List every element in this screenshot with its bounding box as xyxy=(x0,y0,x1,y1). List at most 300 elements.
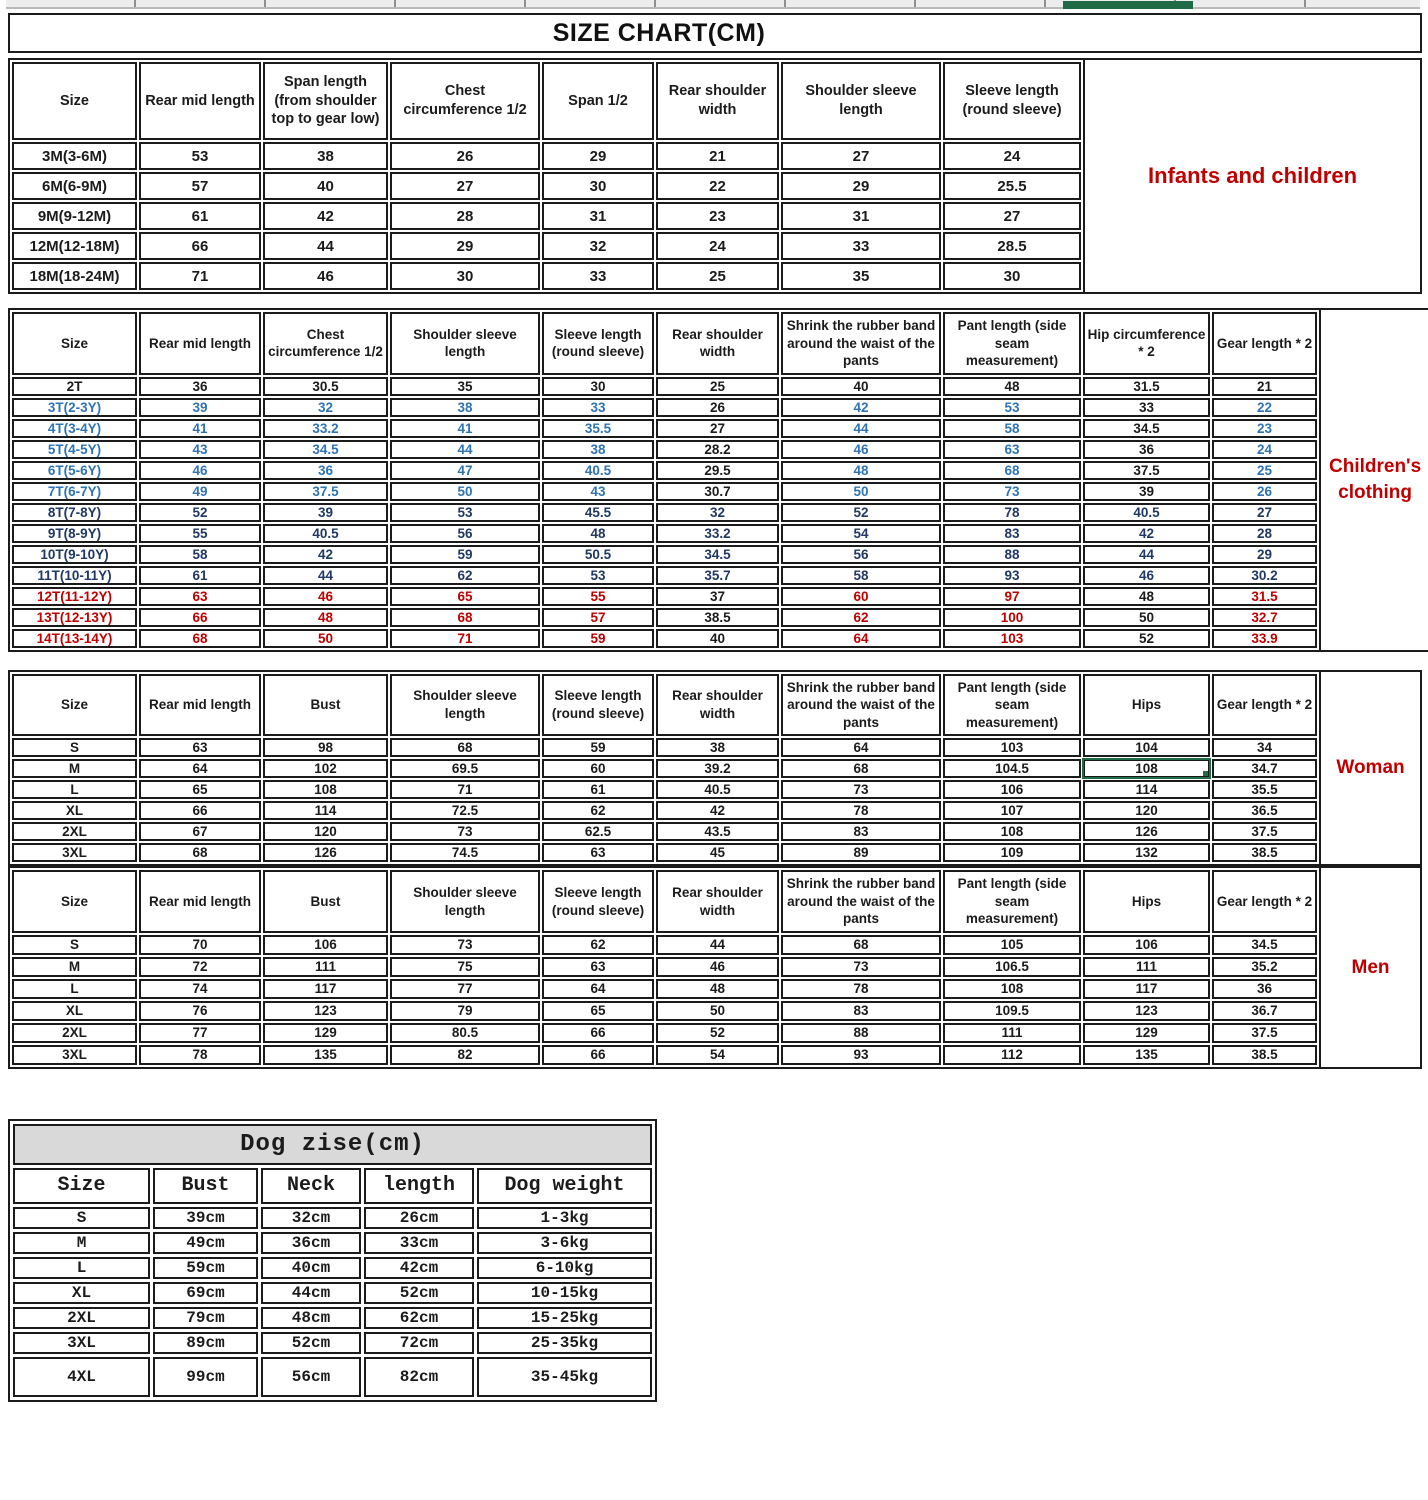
value-cell: 26 xyxy=(656,398,779,417)
header-cell: Rear shoulder width xyxy=(656,62,779,140)
value-cell: 32cm xyxy=(261,1207,361,1229)
header-cell: Pant length (side seam measurement) xyxy=(943,870,1081,933)
header-cell: Size xyxy=(12,312,137,375)
size-cell: S xyxy=(12,935,137,955)
header-cell: Rear mid length xyxy=(139,62,261,140)
value-cell: 68 xyxy=(781,759,941,778)
value-cell: 35 xyxy=(781,262,941,290)
size-cell: S xyxy=(12,738,137,757)
value-cell: 74.5 xyxy=(390,843,540,862)
value-cell: 126 xyxy=(1083,822,1210,841)
value-cell: 68 xyxy=(139,843,261,862)
page-title: SIZE CHART(CM) xyxy=(552,18,766,47)
value-cell: 48 xyxy=(1083,587,1210,606)
size-cell: XL xyxy=(12,1001,137,1021)
value-cell: 73 xyxy=(943,482,1081,501)
table-row xyxy=(12,935,1317,955)
value-cell: 72.5 xyxy=(390,801,540,820)
value-cell: 129 xyxy=(263,1023,388,1043)
table-row xyxy=(13,1307,652,1329)
value-cell: 69cm xyxy=(153,1282,258,1304)
value-cell: 44 xyxy=(781,419,941,438)
value-cell: 32 xyxy=(656,503,779,522)
value-cell: 66 xyxy=(139,608,261,627)
value-cell: 89cm xyxy=(153,1332,258,1354)
woman-section xyxy=(8,670,1422,867)
value-cell: 34.5 xyxy=(1083,419,1210,438)
value-cell: 74 xyxy=(139,979,261,999)
men-table xyxy=(8,866,1321,1069)
value-cell: 58 xyxy=(139,545,261,564)
value-cell: 38.5 xyxy=(656,608,779,627)
table-row xyxy=(13,1282,652,1304)
value-cell: 56cm xyxy=(261,1357,361,1397)
value-cell: 21 xyxy=(1212,377,1317,396)
value-cell: 48 xyxy=(542,524,654,543)
value-cell: 54 xyxy=(656,1045,779,1065)
table-row xyxy=(12,503,1317,522)
value-cell: 28.5 xyxy=(943,232,1081,260)
header-cell: Gear length * 2 xyxy=(1212,674,1317,737)
table-row xyxy=(12,482,1317,501)
table-row xyxy=(12,608,1317,627)
header-cell: Bust xyxy=(263,674,388,737)
value-cell: 22 xyxy=(1212,398,1317,417)
header-cell: Neck xyxy=(261,1168,361,1204)
value-cell: 52cm xyxy=(364,1282,474,1304)
size-cell: 3M(3-6M) xyxy=(12,142,137,170)
value-cell: 68 xyxy=(390,738,540,757)
value-cell: 109 xyxy=(943,843,1081,862)
value-cell: 103 xyxy=(943,629,1081,648)
value-cell: 39cm xyxy=(153,1207,258,1229)
value-cell: 52 xyxy=(781,503,941,522)
value-cell: 27 xyxy=(943,202,1081,230)
children-table xyxy=(8,308,1321,652)
value-cell: 25-35kg xyxy=(477,1332,652,1354)
header-cell: length xyxy=(364,1168,474,1204)
table-row xyxy=(12,377,1317,396)
value-cell: 46 xyxy=(263,587,388,606)
value-cell: 40.5 xyxy=(263,524,388,543)
value-cell: 31.5 xyxy=(1083,377,1210,396)
value-cell: 30.7 xyxy=(656,482,779,501)
value-cell: 10-15kg xyxy=(477,1282,652,1304)
value-cell: 60 xyxy=(542,759,654,778)
size-cell: M xyxy=(12,759,137,778)
value-cell: 129 xyxy=(1083,1023,1210,1043)
value-cell: 52 xyxy=(139,503,261,522)
value-cell: 68 xyxy=(390,608,540,627)
value-cell: 33 xyxy=(542,398,654,417)
woman-label: Woman xyxy=(1321,670,1422,867)
value-cell: 45.5 xyxy=(542,503,654,522)
size-cell: 9M(9-12M) xyxy=(12,202,137,230)
value-cell: 66 xyxy=(139,232,261,260)
value-cell: 77 xyxy=(139,1023,261,1043)
value-cell: 28.2 xyxy=(656,440,779,459)
value-cell: 35.2 xyxy=(1212,957,1317,977)
value-cell: 25 xyxy=(1212,461,1317,480)
value-cell: 79cm xyxy=(153,1307,258,1329)
value-cell: 59 xyxy=(542,738,654,757)
value-cell: 72cm xyxy=(364,1332,474,1354)
value-cell: 25 xyxy=(656,262,779,290)
table-row xyxy=(12,843,1317,862)
value-cell: 43 xyxy=(139,440,261,459)
value-cell: 112 xyxy=(943,1045,1081,1065)
header-cell: Dog weight xyxy=(477,1168,652,1204)
value-cell: 106 xyxy=(1083,935,1210,955)
value-cell: 49 xyxy=(139,482,261,501)
value-cell: 40 xyxy=(781,377,941,396)
value-cell: 53 xyxy=(943,398,1081,417)
value-cell: 24 xyxy=(1212,440,1317,459)
value-cell: 31 xyxy=(542,202,654,230)
value-cell: 41 xyxy=(390,419,540,438)
value-cell: 63 xyxy=(943,440,1081,459)
value-cell: 66 xyxy=(139,801,261,820)
header-row xyxy=(12,62,1081,140)
value-cell: 50 xyxy=(781,482,941,501)
value-cell: 68 xyxy=(139,629,261,648)
size-cell: 6M(6-9M) xyxy=(12,172,137,200)
value-cell: 64 xyxy=(139,759,261,778)
value-cell: 31.5 xyxy=(1212,587,1317,606)
value-cell: 99cm xyxy=(153,1357,258,1397)
spacer xyxy=(8,294,1422,308)
value-cell: 73 xyxy=(390,935,540,955)
value-cell: 120 xyxy=(1083,801,1210,820)
value-cell: 27 xyxy=(781,142,941,170)
size-cell: 4XL xyxy=(13,1357,150,1397)
value-cell: 30.2 xyxy=(1212,566,1317,585)
value-cell: 108 xyxy=(263,780,388,799)
value-cell: 53 xyxy=(542,566,654,585)
value-cell: 23 xyxy=(1212,419,1317,438)
table-row xyxy=(12,461,1317,480)
value-cell: 126 xyxy=(263,843,388,862)
header-row xyxy=(12,674,1317,737)
value-cell: 33 xyxy=(1083,398,1210,417)
value-cell: 29 xyxy=(542,142,654,170)
selected-column-highlight xyxy=(1063,1,1193,9)
spacer xyxy=(8,1069,1422,1119)
value-cell: 31 xyxy=(781,202,941,230)
value-cell: 52 xyxy=(1083,629,1210,648)
value-cell: 34.5 xyxy=(1212,935,1317,955)
value-cell: 73 xyxy=(781,957,941,977)
size-cell: 13T(12-13Y) xyxy=(12,608,137,627)
value-cell: 60 xyxy=(781,587,941,606)
children-label: Children's clothing xyxy=(1321,308,1428,652)
value-cell: 50.5 xyxy=(542,545,654,564)
value-cell: 38 xyxy=(542,440,654,459)
value-cell: 30 xyxy=(390,262,540,290)
header-cell: Size xyxy=(12,870,137,933)
header-cell: Span length (from shoulder top to gear low) xyxy=(263,62,388,140)
header-cell: Size xyxy=(12,674,137,737)
value-cell: 43 xyxy=(542,482,654,501)
value-cell: 37.5 xyxy=(1212,1023,1317,1043)
table-row xyxy=(12,232,1081,260)
size-cell: L xyxy=(13,1257,150,1279)
value-cell: 44 xyxy=(390,440,540,459)
value-cell: 67 xyxy=(139,822,261,841)
table-row xyxy=(13,1207,652,1229)
size-cell: 12M(12-18M) xyxy=(12,232,137,260)
size-cell: 3XL xyxy=(12,1045,137,1065)
value-cell: 33cm xyxy=(364,1232,474,1254)
value-cell: 27 xyxy=(656,419,779,438)
selected-cell: 108 xyxy=(1083,759,1210,778)
value-cell: 108 xyxy=(943,822,1081,841)
value-cell: 62.5 xyxy=(542,822,654,841)
value-cell: 36.7 xyxy=(1212,1001,1317,1021)
value-cell: 46 xyxy=(1083,566,1210,585)
size-cell: 2XL xyxy=(12,822,137,841)
value-cell: 29 xyxy=(390,232,540,260)
value-cell: 44 xyxy=(263,232,388,260)
table-row xyxy=(12,566,1317,585)
table-row xyxy=(12,172,1081,200)
value-cell: 40cm xyxy=(261,1257,361,1279)
value-cell: 65 xyxy=(390,587,540,606)
value-cell: 117 xyxy=(1083,979,1210,999)
size-cell: 7T(6-7Y) xyxy=(12,482,137,501)
table-row xyxy=(13,1232,652,1254)
value-cell: 30 xyxy=(542,377,654,396)
value-cell: 36 xyxy=(263,461,388,480)
value-cell: 42cm xyxy=(364,1257,474,1279)
header-cell: Span 1/2 xyxy=(542,62,654,140)
value-cell: 34.7 xyxy=(1212,759,1317,778)
value-cell: 111 xyxy=(1083,957,1210,977)
value-cell: 83 xyxy=(943,524,1081,543)
value-cell: 120 xyxy=(263,822,388,841)
table-row xyxy=(12,957,1317,977)
size-cell: M xyxy=(13,1232,150,1254)
value-cell: 114 xyxy=(1083,780,1210,799)
value-cell: 21 xyxy=(656,142,779,170)
value-cell: 78 xyxy=(139,1045,261,1065)
value-cell: 28 xyxy=(390,202,540,230)
value-cell: 135 xyxy=(1083,1045,1210,1065)
value-cell: 98 xyxy=(263,738,388,757)
value-cell: 48 xyxy=(263,608,388,627)
size-cell: 12T(11-12Y) xyxy=(12,587,137,606)
value-cell: 59 xyxy=(542,629,654,648)
value-cell: 42 xyxy=(263,545,388,564)
value-cell: 27 xyxy=(390,172,540,200)
value-cell: 32 xyxy=(263,398,388,417)
value-cell: 48cm xyxy=(261,1307,361,1329)
value-cell: 111 xyxy=(263,957,388,977)
value-cell: 102 xyxy=(263,759,388,778)
size-cell: 2T xyxy=(12,377,137,396)
table-row xyxy=(12,1023,1317,1043)
value-cell: 42 xyxy=(781,398,941,417)
value-cell: 46 xyxy=(656,957,779,977)
value-cell: 50 xyxy=(263,629,388,648)
header-cell: Bust xyxy=(263,870,388,933)
value-cell: 65 xyxy=(542,1001,654,1021)
size-cell: 2XL xyxy=(12,1023,137,1043)
size-cell: S xyxy=(13,1207,150,1229)
table-row xyxy=(13,1332,652,1354)
value-cell: 108 xyxy=(943,979,1081,999)
table-row xyxy=(12,780,1317,799)
value-cell: 46 xyxy=(139,461,261,480)
value-cell: 63 xyxy=(542,843,654,862)
value-cell: 62 xyxy=(390,566,540,585)
header-row xyxy=(13,1168,652,1204)
value-cell: 40.5 xyxy=(542,461,654,480)
header-cell: Shrink the rubber band around the waist of the pants xyxy=(781,312,941,375)
value-cell: 36cm xyxy=(261,1232,361,1254)
value-cell: 30.5 xyxy=(263,377,388,396)
value-cell: 44 xyxy=(1083,545,1210,564)
value-cell: 37 xyxy=(656,587,779,606)
table-row xyxy=(12,629,1317,648)
value-cell: 25 xyxy=(656,377,779,396)
size-cell: L xyxy=(12,979,137,999)
value-cell: 50 xyxy=(390,482,540,501)
value-cell: 68 xyxy=(781,935,941,955)
value-cell: 106 xyxy=(943,780,1081,799)
header-cell: Gear length * 2 xyxy=(1212,312,1317,375)
value-cell: 56 xyxy=(781,545,941,564)
value-cell: 36 xyxy=(1212,979,1317,999)
value-cell: 43.5 xyxy=(656,822,779,841)
value-cell: 106.5 xyxy=(943,957,1081,977)
value-cell: 35-45kg xyxy=(477,1357,652,1397)
value-cell: 33 xyxy=(542,262,654,290)
value-cell: 62 xyxy=(542,801,654,820)
value-cell: 35 xyxy=(390,377,540,396)
table-row xyxy=(12,545,1317,564)
value-cell: 33.9 xyxy=(1212,629,1317,648)
header-cell: Size xyxy=(12,62,137,140)
value-cell: 26cm xyxy=(364,1207,474,1229)
value-cell: 32 xyxy=(542,232,654,260)
value-cell: 107 xyxy=(943,801,1081,820)
table-row xyxy=(12,822,1317,841)
value-cell: 66 xyxy=(542,1045,654,1065)
table-title: Dog zise(cm) xyxy=(13,1124,652,1165)
value-cell: 48 xyxy=(656,979,779,999)
value-cell: 33.2 xyxy=(263,419,388,438)
value-cell: 93 xyxy=(781,1045,941,1065)
value-cell: 23 xyxy=(656,202,779,230)
value-cell: 117 xyxy=(263,979,388,999)
size-cell: XL xyxy=(12,801,137,820)
value-cell: 1-3kg xyxy=(477,1207,652,1229)
header-cell: Sleeve length (round sleeve) xyxy=(542,674,654,737)
value-cell: 27 xyxy=(1212,503,1317,522)
value-cell: 30 xyxy=(542,172,654,200)
size-cell: XL xyxy=(13,1282,150,1304)
value-cell: 38.5 xyxy=(1212,1045,1317,1065)
value-cell: 58 xyxy=(943,419,1081,438)
value-cell: 93 xyxy=(943,566,1081,585)
value-cell: 61 xyxy=(542,780,654,799)
size-cell: 2XL xyxy=(13,1307,150,1329)
value-cell: 38 xyxy=(390,398,540,417)
header-row xyxy=(12,870,1317,933)
value-cell: 71 xyxy=(390,780,540,799)
value-cell: 24 xyxy=(943,142,1081,170)
column-header-strip xyxy=(6,0,1420,9)
value-cell: 62 xyxy=(542,935,654,955)
value-cell: 42 xyxy=(263,202,388,230)
value-cell: 33 xyxy=(781,232,941,260)
header-cell: Gear length * 2 xyxy=(1212,870,1317,933)
table-row xyxy=(12,262,1081,290)
size-cell: 4T(3-4Y) xyxy=(12,419,137,438)
value-cell: 32.7 xyxy=(1212,608,1317,627)
value-cell: 97 xyxy=(943,587,1081,606)
value-cell: 58 xyxy=(781,566,941,585)
infants-label: Infants and children xyxy=(1085,58,1422,294)
header-row xyxy=(12,312,1317,375)
value-cell: 100 xyxy=(943,608,1081,627)
value-cell: 56 xyxy=(390,524,540,543)
size-cell: 3XL xyxy=(13,1332,150,1354)
value-cell: 35.7 xyxy=(656,566,779,585)
value-cell: 44 xyxy=(656,935,779,955)
header-cell: Hips xyxy=(1083,870,1210,933)
table-row xyxy=(12,142,1081,170)
table-row xyxy=(12,202,1081,230)
value-cell: 41 xyxy=(139,419,261,438)
value-cell: 36 xyxy=(1083,440,1210,459)
header-cell: Shrink the rubber band around the waist of the pants xyxy=(781,674,941,737)
table-row xyxy=(12,419,1317,438)
value-cell: 89 xyxy=(781,843,941,862)
value-cell: 64 xyxy=(781,738,941,757)
header-cell: Hips xyxy=(1083,674,1210,737)
table-row xyxy=(13,1357,652,1397)
spacer xyxy=(8,652,1422,670)
value-cell: 62 xyxy=(781,608,941,627)
value-cell: 52 xyxy=(656,1023,779,1043)
size-cell: 11T(10-11Y) xyxy=(12,566,137,585)
value-cell: 45 xyxy=(656,843,779,862)
value-cell: 3-6kg xyxy=(477,1232,652,1254)
table-row xyxy=(12,979,1317,999)
value-cell: 40.5 xyxy=(656,780,779,799)
value-cell: 82 xyxy=(390,1045,540,1065)
table-row xyxy=(12,1045,1317,1065)
title-box xyxy=(8,13,1422,53)
value-cell: 103 xyxy=(943,738,1081,757)
infants-section xyxy=(8,58,1422,294)
value-cell: 25.5 xyxy=(943,172,1081,200)
value-cell: 64 xyxy=(542,979,654,999)
value-cell: 39 xyxy=(263,503,388,522)
value-cell: 33.2 xyxy=(656,524,779,543)
infants-table xyxy=(8,58,1085,294)
value-cell: 44 xyxy=(263,566,388,585)
header-cell: Shoulder sleeve length xyxy=(390,870,540,933)
header-cell: Size xyxy=(13,1168,150,1204)
value-cell: 132 xyxy=(1083,843,1210,862)
value-cell: 48 xyxy=(943,377,1081,396)
value-cell: 47 xyxy=(390,461,540,480)
value-cell: 114 xyxy=(263,801,388,820)
value-cell: 38 xyxy=(656,738,779,757)
